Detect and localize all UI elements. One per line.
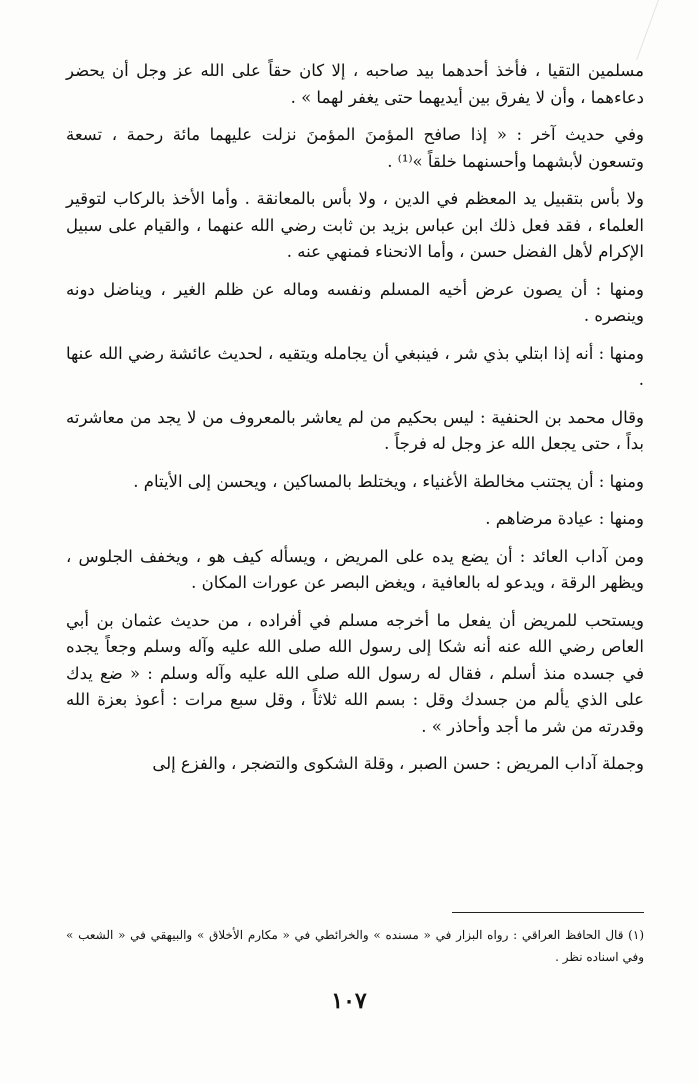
page-number: ١٠٧ [331, 988, 367, 1014]
paragraph-1: مسلمين التقيا ، فأخذ أحدهما بيد صاحبه ، إلا كان حقاً على الله عز وجل أن يحضر دعاءهما ، وأن لا يفرق بين أيديهما حتى يغفر لهما » . [66, 61, 644, 107]
paragraph-6: وقال محمد بن الحنفية : ليس بحكيم من لم يعاشر بالمعروف من لا يجد من معاشرته بداً ، حتى يجعل الله عز وجل له فرجاً . [66, 407, 644, 453]
footnote: (١) قال الحافظ العراقي : رواه البزار في « مسنده » والخرائطي في « مكارم الأخلاق » والبيهقي في « الشعب » وفي اسناده نظر . [66, 928, 644, 964]
paragraph-3: ولا بأس بتقبيل يد المعظم في الدين ، ولا بأس بالمعانقة . وأما الأخذ بالركاب لتوقير العلماء ، فقد فعل ذلك ابن عباس بزيد بن ثابت رضي الله عنهما ، والقيام على سبيل الإكرام لأهل الفضل حسن ، وأما الانحناء فمنهي عنه . [66, 189, 644, 261]
paragraph-8: ومنها : عيادة مرضاهم . [485, 509, 644, 528]
paragraph-9: ومن آداب العائد : أن يضع يده على المريض ، ويسأله كيف هو ، ويخفف الجلوس ، ويظهر الرقة ، ويدعو له بالعافية ، ويغض البصر عن عورات المكان . [66, 546, 644, 592]
paragraph-11: وجملة آداب المريض : حسن الصبر ، وقلة الشكوى والتضجر ، والفزع إلى [152, 754, 644, 773]
paragraph-4: ومنها : أن يصون عرض أخيه المسلم ونفسه وماله عن ظلم الغير ، ويناضل دونه وينصره . [66, 279, 644, 325]
paragraph-5: ومنها : أنه إذا ابتلي بذي شر ، فينبغي أن يجامله ويتقيه ، لحديث عائشة رضي الله عنها . [66, 343, 644, 389]
paragraph-2: وفي حديث آخر : « إذا صافح المؤمنَ المؤمنَ نزلت عليهما مائة رحمة ، تسعة وتسعون لأبشهما وأحسنهما خلقاً »⁽¹⁾ . [66, 125, 644, 171]
main-text [66, 58, 644, 789]
page-edge-shadow [636, 0, 698, 60]
paragraph-10: ويستحب للمريض أن يفعل ما أخرجه مسلم في أفراده ، من حديث عثمان بن أبي العاص رضي الله عنه أنه شكا إلى رسول الله صلى الله عليه وآله وسلم وجعاً يجده في جسده منذ أسلم ، فقال له رسول الله صلى الله عليه وآله وسلم : « ضع يدك على الذي يألم من جسدك وقل : بسم الله ثلاثاً ، وقل سبع مرات : أعوذ بعزة الله وقدرته من شر ما أجد وأحاذر » . [66, 610, 644, 736]
paragraph-7: ومنها : أن يجتنب مخالطة الأغنياء ، ويختلط بالمساكين ، ويحسن إلى الأيتام . [133, 471, 644, 491]
footnote-divider [452, 912, 644, 913]
